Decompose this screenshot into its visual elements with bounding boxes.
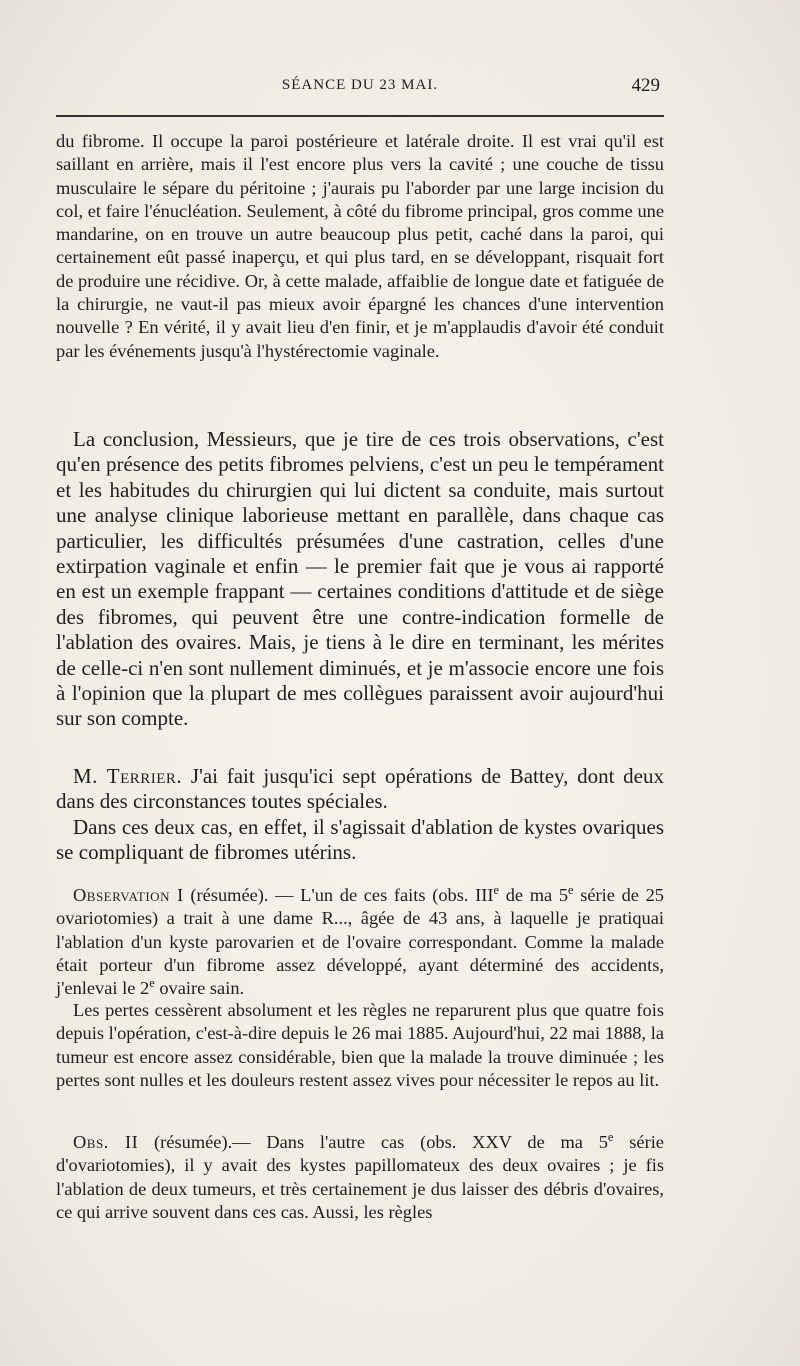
paragraph-fibrome: du fibrome. Il occupe la paroi postérieure et latérale droite. Il est vrai qu'il est saillant en arrière, mais il l'est encore plus vers la cavité ; une couche de tissu musculaire le sépare du péritoine ; j'aurais pu l'aborder par une large incision du col, et faire l'énucléation. Seulement, à côté du fibrome principal, gros comme une mandarine, on en trouve un autre beaucoup plus petit, caché dans la paroi, qui certainement eût passé inaperçu, et qui plus tard, en se développant, risquait fort de produire une récidive. Or, à cette malade, affaiblie de longue date et fatiguée de la chirurgie, ne vaut-il pas mieux avoir épargné les chances d'une intervention nouvelle ? En vérité, il y avait lieu d'en finir, et je m'applaudis d'avoir été conduit par les événements jusqu'à l'hystérectomie vaginale. <box>56 131 664 361</box>
observation-1-label: Observation I <box>73 885 184 905</box>
page-number: 429 <box>631 75 660 96</box>
terrier-text: J'ai fait jusqu'ici sept opérations de Battey, dont deux dans des circonstances toutes spéciales. <box>56 764 665 814</box>
observation-1-text-c: série de 25 ovariotomies) a trait à une dame R..., âgée de 43 ans, à laquelle je pratiquai l'ablation d'un kyste parovarien et de l'ovaire correspondant. Comme la malade était porteur d'un fibrome assez développé, ayant déterminé des accidents, j'enlevai le 2 <box>56 885 664 999</box>
observation-2-text-a: (résumée).— Dans l'autre cas (obs. XXV de ma 5 <box>138 1132 608 1152</box>
speaker-name: M. Terrier. <box>73 764 183 788</box>
header-rule <box>56 115 664 117</box>
observation-1-text-b: de ma 5 <box>499 885 569 905</box>
observation-2-text-b: série d'ovariotomies), il y avait des kystes papillomateux des deux ovaires ; je fis l'ablation de deux tumeurs, et très certainement je dus laisser des débris d'ovaires, ce qui arrive souvent dans ces cas. Aussi, les règles <box>56 1132 664 1222</box>
observation-1-text-a: (résumée). — L'un de ces faits (obs. III <box>183 885 494 905</box>
running-title: SÉANCE DU 23 MAI. <box>281 77 439 93</box>
paragraph-conclusion: La conclusion, Messieurs, que je tire de ces trois observations, c'est qu'en présence des petits fibromes pelviens, c'est un peu le tempérament et les habitudes du chirurgien qui lui dictent sa conduite, mais surtout une analyse clinique laborieuse mettant en parallèle, dans chaque cas particulier, les difficultés présumées d'une castration, celles d'une extirpation vaginale et enfin — le premier fait que je vous ai rapporté en est un exemple frappant — certaines conditions d'attitude et de siège des fibromes, qui peuvent être une contre-indication formelle de l'ablation des ovaires. Mais, je tiens à le dire en terminant, les mérites de celle-ci n'en sont nullement diminués, et je m'associe encore une fois à l'opinion que la plupart de mes collègues paraissent avoir aujourd'hui sur son compte. <box>56 427 664 731</box>
observation-1-followup: Les pertes cessèrent absolument et les règles ne reparurent plus que quatre fois depuis l'opération, c'est-à-dire depuis le 26 mai 1885. Aujourd'hui, 22 mai 1888, la tumeur est encore assez considérable, bien que la malade la trouve diminuée ; les pertes sont nulles et les douleurs restent assez vives pour nécessiter le repos au lit. <box>56 1000 664 1090</box>
superscript: e <box>607 1130 614 1145</box>
page-header <box>56 77 664 99</box>
superscript: e <box>568 883 574 898</box>
observation-2-label: Obs. II <box>73 1132 139 1152</box>
observation-2 <box>56 1131 664 1224</box>
paragraph-deux-cas: Dans ces deux cas, en effet, il s'agissait d'ablation de kystes ovariques se compliquant de fibromes utérins. <box>56 815 664 865</box>
observation-1 <box>56 884 664 1000</box>
superscript: e <box>149 976 155 991</box>
observation-1-text-d: ovaire sain. <box>154 978 245 999</box>
paragraph-terrier <box>56 764 664 815</box>
superscript: e <box>493 883 500 898</box>
